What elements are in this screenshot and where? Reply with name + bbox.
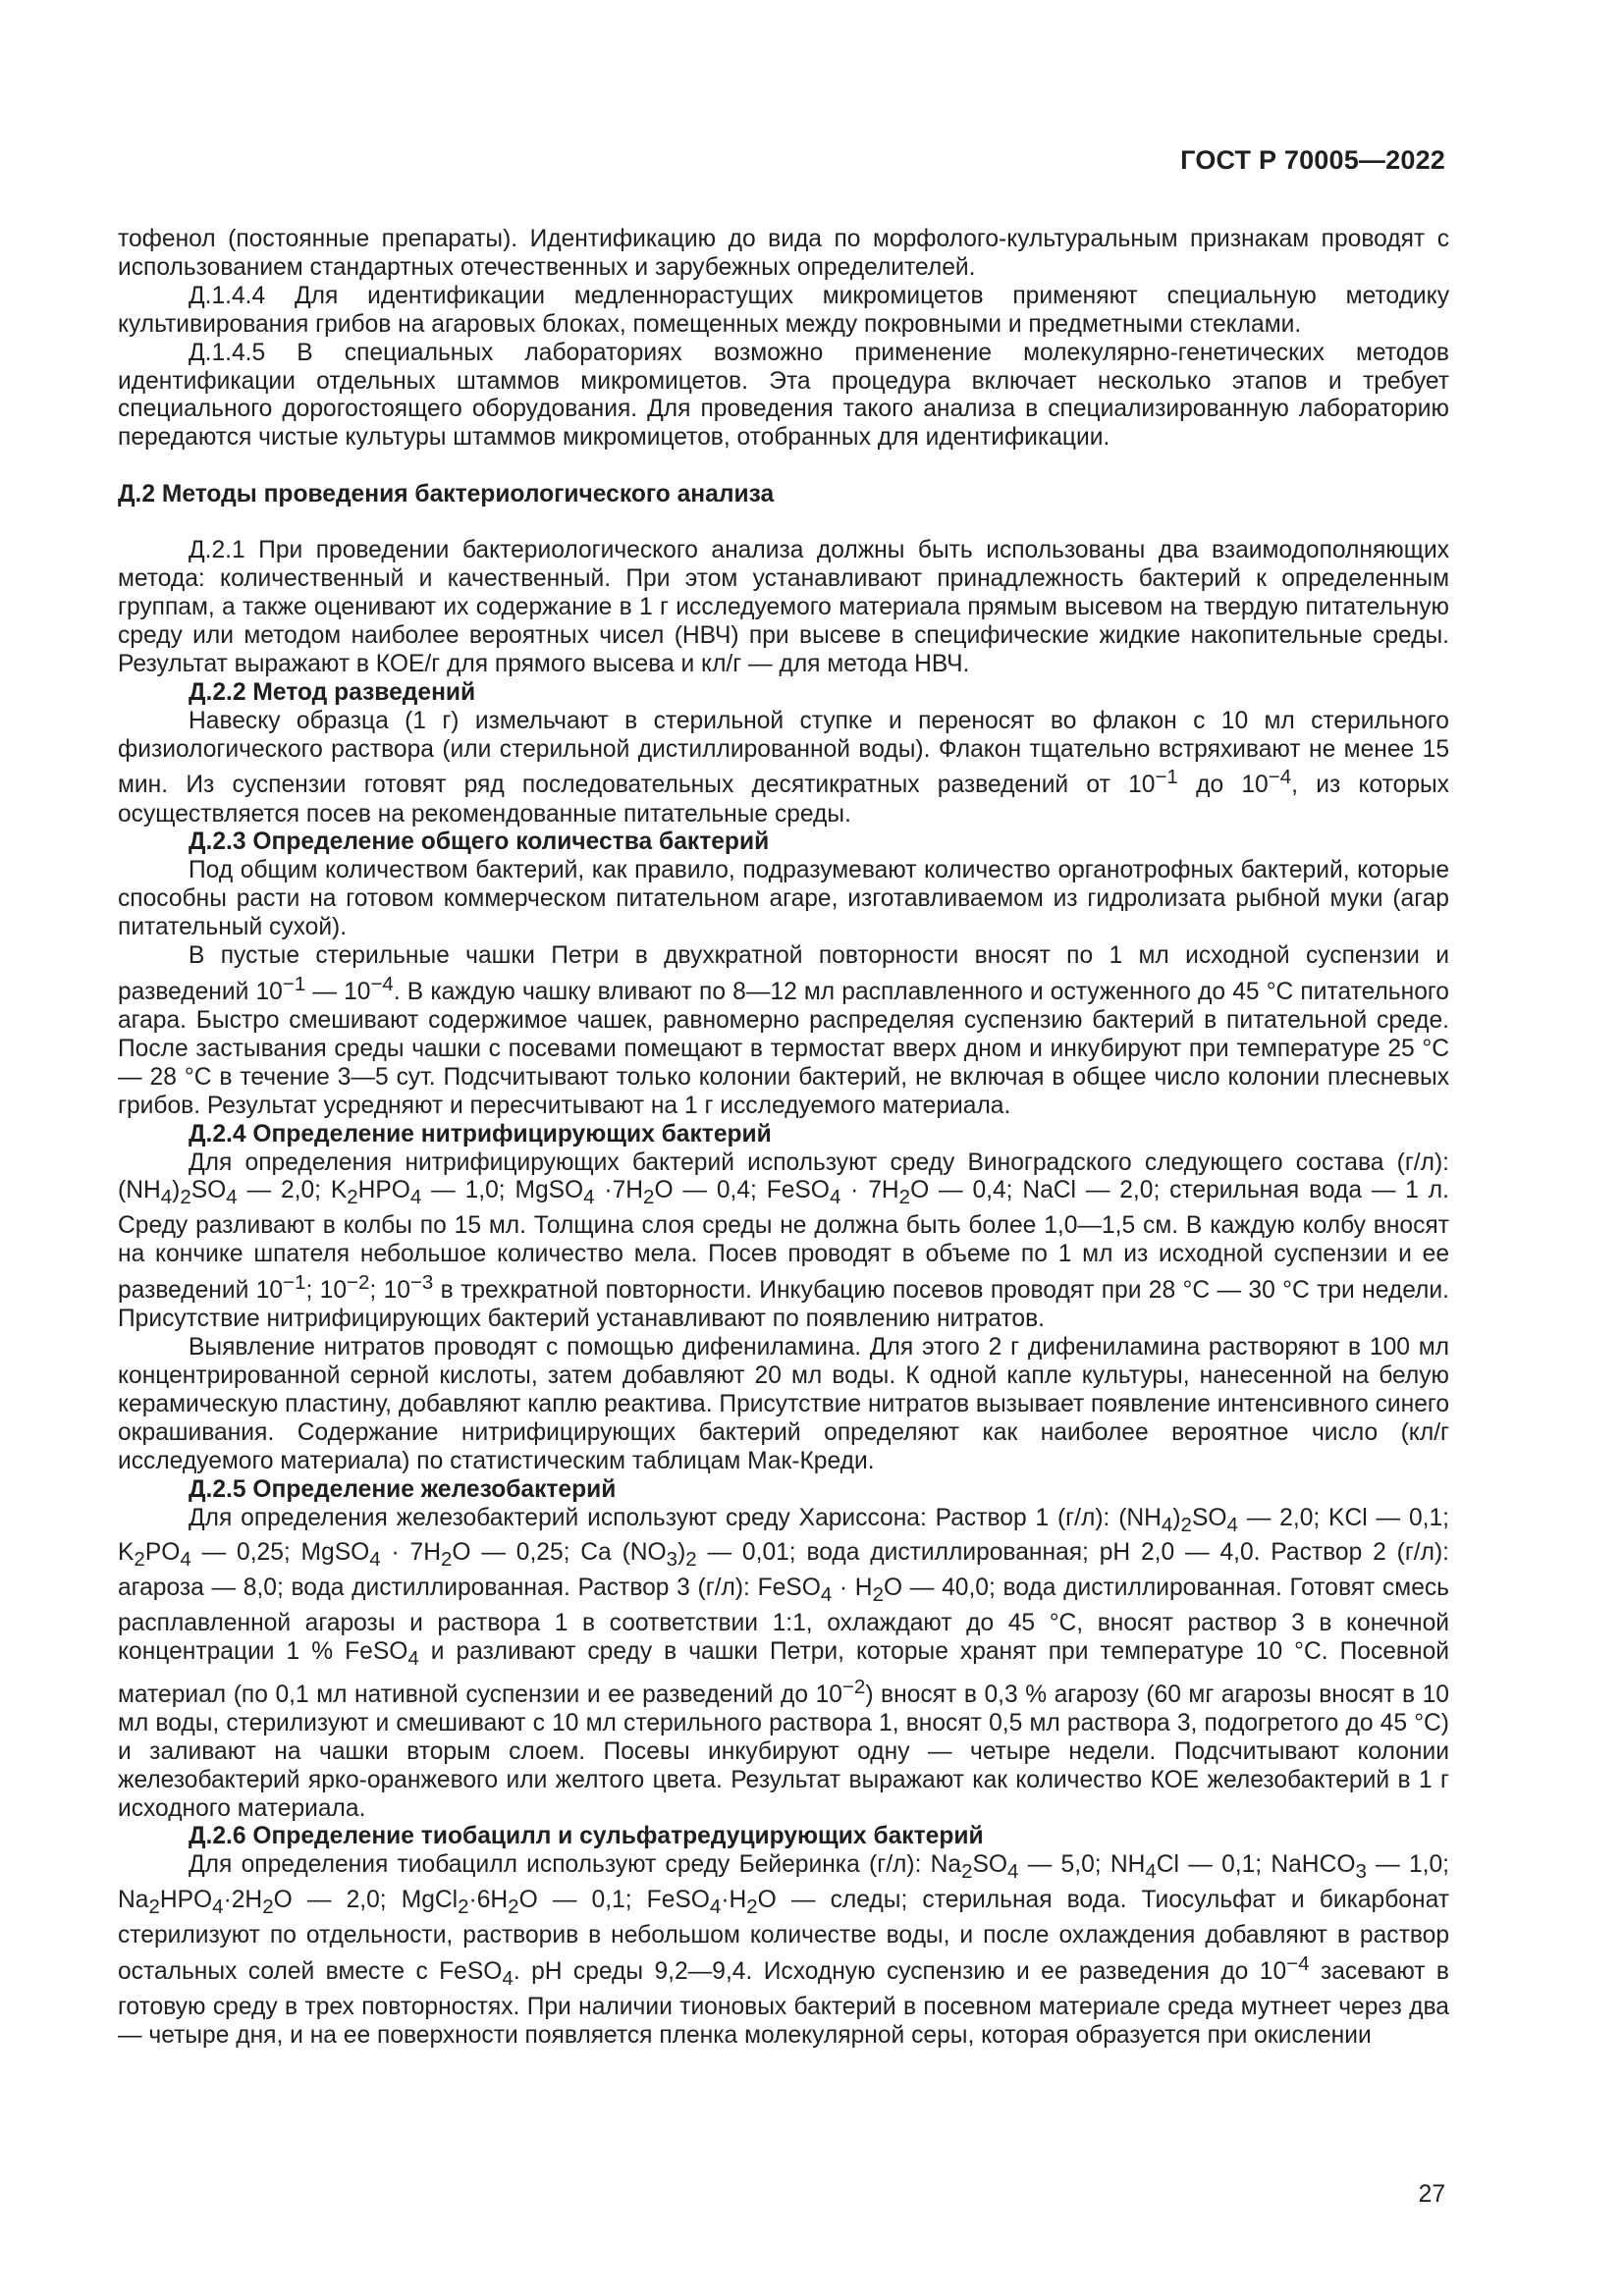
paragraph: тофенол (постоянные препараты). Идентификацию до вида по морфолого-культуральным признакам проводят с использованием стандартных отечественных и зарубежных определителей. [118, 226, 1449, 281]
paragraph: Д.2.1 При проведении бактериологического анализа должны быть использованы два взаимодополняющих метода: количественный и качественный. При этом устанавливают принадлежность бактерий к определенным группам, а также оценивают их содержание в 1 г исследуемого материала прямым высевом на твердую питательную среду или методом наиболее вероятных чисел (НВЧ) при высеве в специфические жидкие накопительные среды. Результат выражают в КОЕ/г для прямого высева и кл/г — для метода НВЧ. [118, 537, 1449, 677]
document-id-header: ГОСТ Р 70005—2022 [1180, 145, 1445, 175]
subsection-heading: Д.2.4 Определение нитрифицирующих бактерий [189, 1120, 772, 1148]
document-body [118, 226, 1449, 2051]
subsection-heading: Д.2.5 Определение железобактерий [189, 1475, 617, 1503]
paragraph: Для определения тиобацилл используют среду Бейеринка (г/л): $Na_2SO_4$ — 5,0; $NH_4Cl$ — 0,1; NaHCO$_3$ — 1,0; $Na_2HPO_4\cdot 2H_2O$ — 2,0; $MgCl_2\cdot 6H_2O$ — 0,1; $FeSO_4\cdot H_2O$ — следы; стерильная вода. Тиосульфат и бикарбонат стерилизуют по отдельности, растворив в небольшом количестве воды, и после охлаждения добавляют в раствор остальных солей вместе с FeSO$_4$. pH среды 9,2—9,4. Исходную суспензию и ее разведения до $10^{-4}$ засевают в готовую среду в трех повторностях. При наличии тионовых бактерий в посевном материале среда мутнеет через два — четыре дня, и на ее поверхности появляется пленка молекулярной серы, которая образуется при окислении [118, 1851, 1449, 2049]
paragraph: Д.1.4.4 Для идентификации медленнорастущих микромицетов применяют специальную методику культивирования грибов на агаровых блоках, помещенных между покровными и предметными стеклами. [118, 282, 1449, 338]
paragraph: Д.1.4.5 В специальных лабораториях возможно применение молекулярно-генетических методов идентификации отдельных штаммов микромицетов. Эта процедура включает несколько этапов и требует специального дорогостоящего оборудования. Для проведения такого анализа в специализированную лабораторию передаются чистые культуры штаммов микромицетов, отобранных для идентификации. [118, 339, 1449, 452]
subsection-heading: Д.2.6 Определение тиобацилл и сульфатредуцирующих бактерий [189, 1823, 984, 1850]
section-heading: Д.2 Методы проведения бактериологического анализа [118, 481, 775, 508]
paragraph: Для определения нитрифицирующих бактерий используют среду Виноградского следующего состава (г/л): $(NH_4)_2SO_4$ — 2,0; $K_2HPO_4$ — 1,0; MgSO$_4$ $\cdot 7H_2O$ — 0,4; FeSO$_4$ · $7H_2O$ — 0,4; NaCl — 2,0; стерильная вода — 1 л. Среду разливают в колбы по 15 мл. Толщина слоя среды не должна быть более 1,0—1,5 см. В каждую колбу вносят на кончике шпателя небольшое количество мела. Посев проводят в объеме по 1 мл из исходной суспензии и ее разведений $10^{-1}$; $10^{-2}$; $10^{-3}$ в трехкратной повторности. Инкубацию посевов проводят при 28 °С — 30 °С три недели. Присутствие нитрифицирующих бактерий устанавливают по появлению нитратов. [118, 1148, 1449, 1333]
paragraph: Навеску образца (1 г) измельчают в стерильной ступке и переносят во флакон с 10 мл стерильного физиологического раствора (или стерильной дистиллированной воды). Флакон тщательно встряхивают не менее 15 мин. Из суспензии готовят ряд последовательных десятикратных разведений от $10^{-1}$ до $10^{-4}$, из которых осуществляется посев на рекомендованные питательные среды. [118, 707, 1449, 828]
subsection-heading: Д.2.3 Определение общего количества бактерий [189, 828, 770, 856]
paragraph: В пустые стерильные чашки Петри в двухкратной повторности вносят по 1 мл исходной суспензии и разведений $10^{-1}$ — $10^{-4}$. В каждую чашку вливают по 8—12 мл расплавленного и остуженного до 45 °С питательного агара. Быстро смешивают содержимое чашек, равномерно распределяя суспензию бактерий в питательной среде. После застывания среды чашки с посевами помещают в термостат вверх дном и инкубируют при температуре 25 °С — 28 °С в течение 3—5 сут. Подсчитывают только колонии бактерий, не включая в общее число колонии плесневых грибов. Результат усредняют и пересчитывают на 1 г исследуемого материала. [118, 942, 1449, 1119]
paragraph: Выявление нитратов проводят с помощью дифениламина. Для этого 2 г дифениламина растворяют в 100 мл концентрированной серной кислоты, затем добавляют 20 мл воды. К одной капле культуры, нанесенной на белую керамическую пластину, добавляют каплю реактива. Присутствие нитратов вызывает появление интенсивного синего окрашивания. Содержание нитрифицирующих бактерий определяют как наиболее вероятное число (кл/г исследуемого материала) по статистическим таблицам Мак-Креди. [118, 1334, 1449, 1474]
paragraph: Под общим количеством бактерий, как правило, подразумевают количество органотрофных бактерий, которые способны расти на готовом коммерческом питательном агаре, изготавливаемом из гидролизата рыбной муки (агар питательный сухой). [118, 857, 1449, 941]
paragraph: Для определения железобактерий используют среду Хариссона: Раствор 1 (г/л): $(NH_4)_2SO_4$ — 2,0; KCl — 0,1; $K_2PO_4$ — 0,25; MgSO$_4$ · $7H_2O$ — 0,25; Ca $(NO_3)_2$ — 0,01; вода дистиллированная; pH 2,0 — 4,0. Раствор 2 (г/л): агароза — 8,0; вода дистиллированная. Раствор 3 (г/л): FeSO$_4$ · $H_2O$ — 40,0; вода дистиллированная. Готовят смесь расплавленной агарозы и раствора 1 в соответствии 1:1, охлаждают до 45 °С, вносят раствор 3 в конечной концентрации 1 % FeSO$_4$ и разливают среду в чашки Петри, которые хранят при температуре 10 °С. Посевной материал (по 0,1 мл нативной суспензии и ее разведений до $10^{-2}$) вносят в 0,3 % агарозу (60 мг агарозы вносят в 10 мл воды, стерилизуют и смешивают с 10 мл стерильного раствора 1, вносят 0,5 мл раствора 3, подогретого до 45 °С) и заливают на чашки вторым слоем. Посевы инкубируют одну — четыре недели. Подсчитывают колонии железобактерий ярко-оранжевого или желтого цвета. Результат выражают как количество КОЕ железобактерий в 1 г исходного материала. [118, 1504, 1449, 1822]
page-number: 27 [1418, 2181, 1445, 2208]
subsection-heading: Д.2.2 Метод разведений [189, 678, 476, 706]
